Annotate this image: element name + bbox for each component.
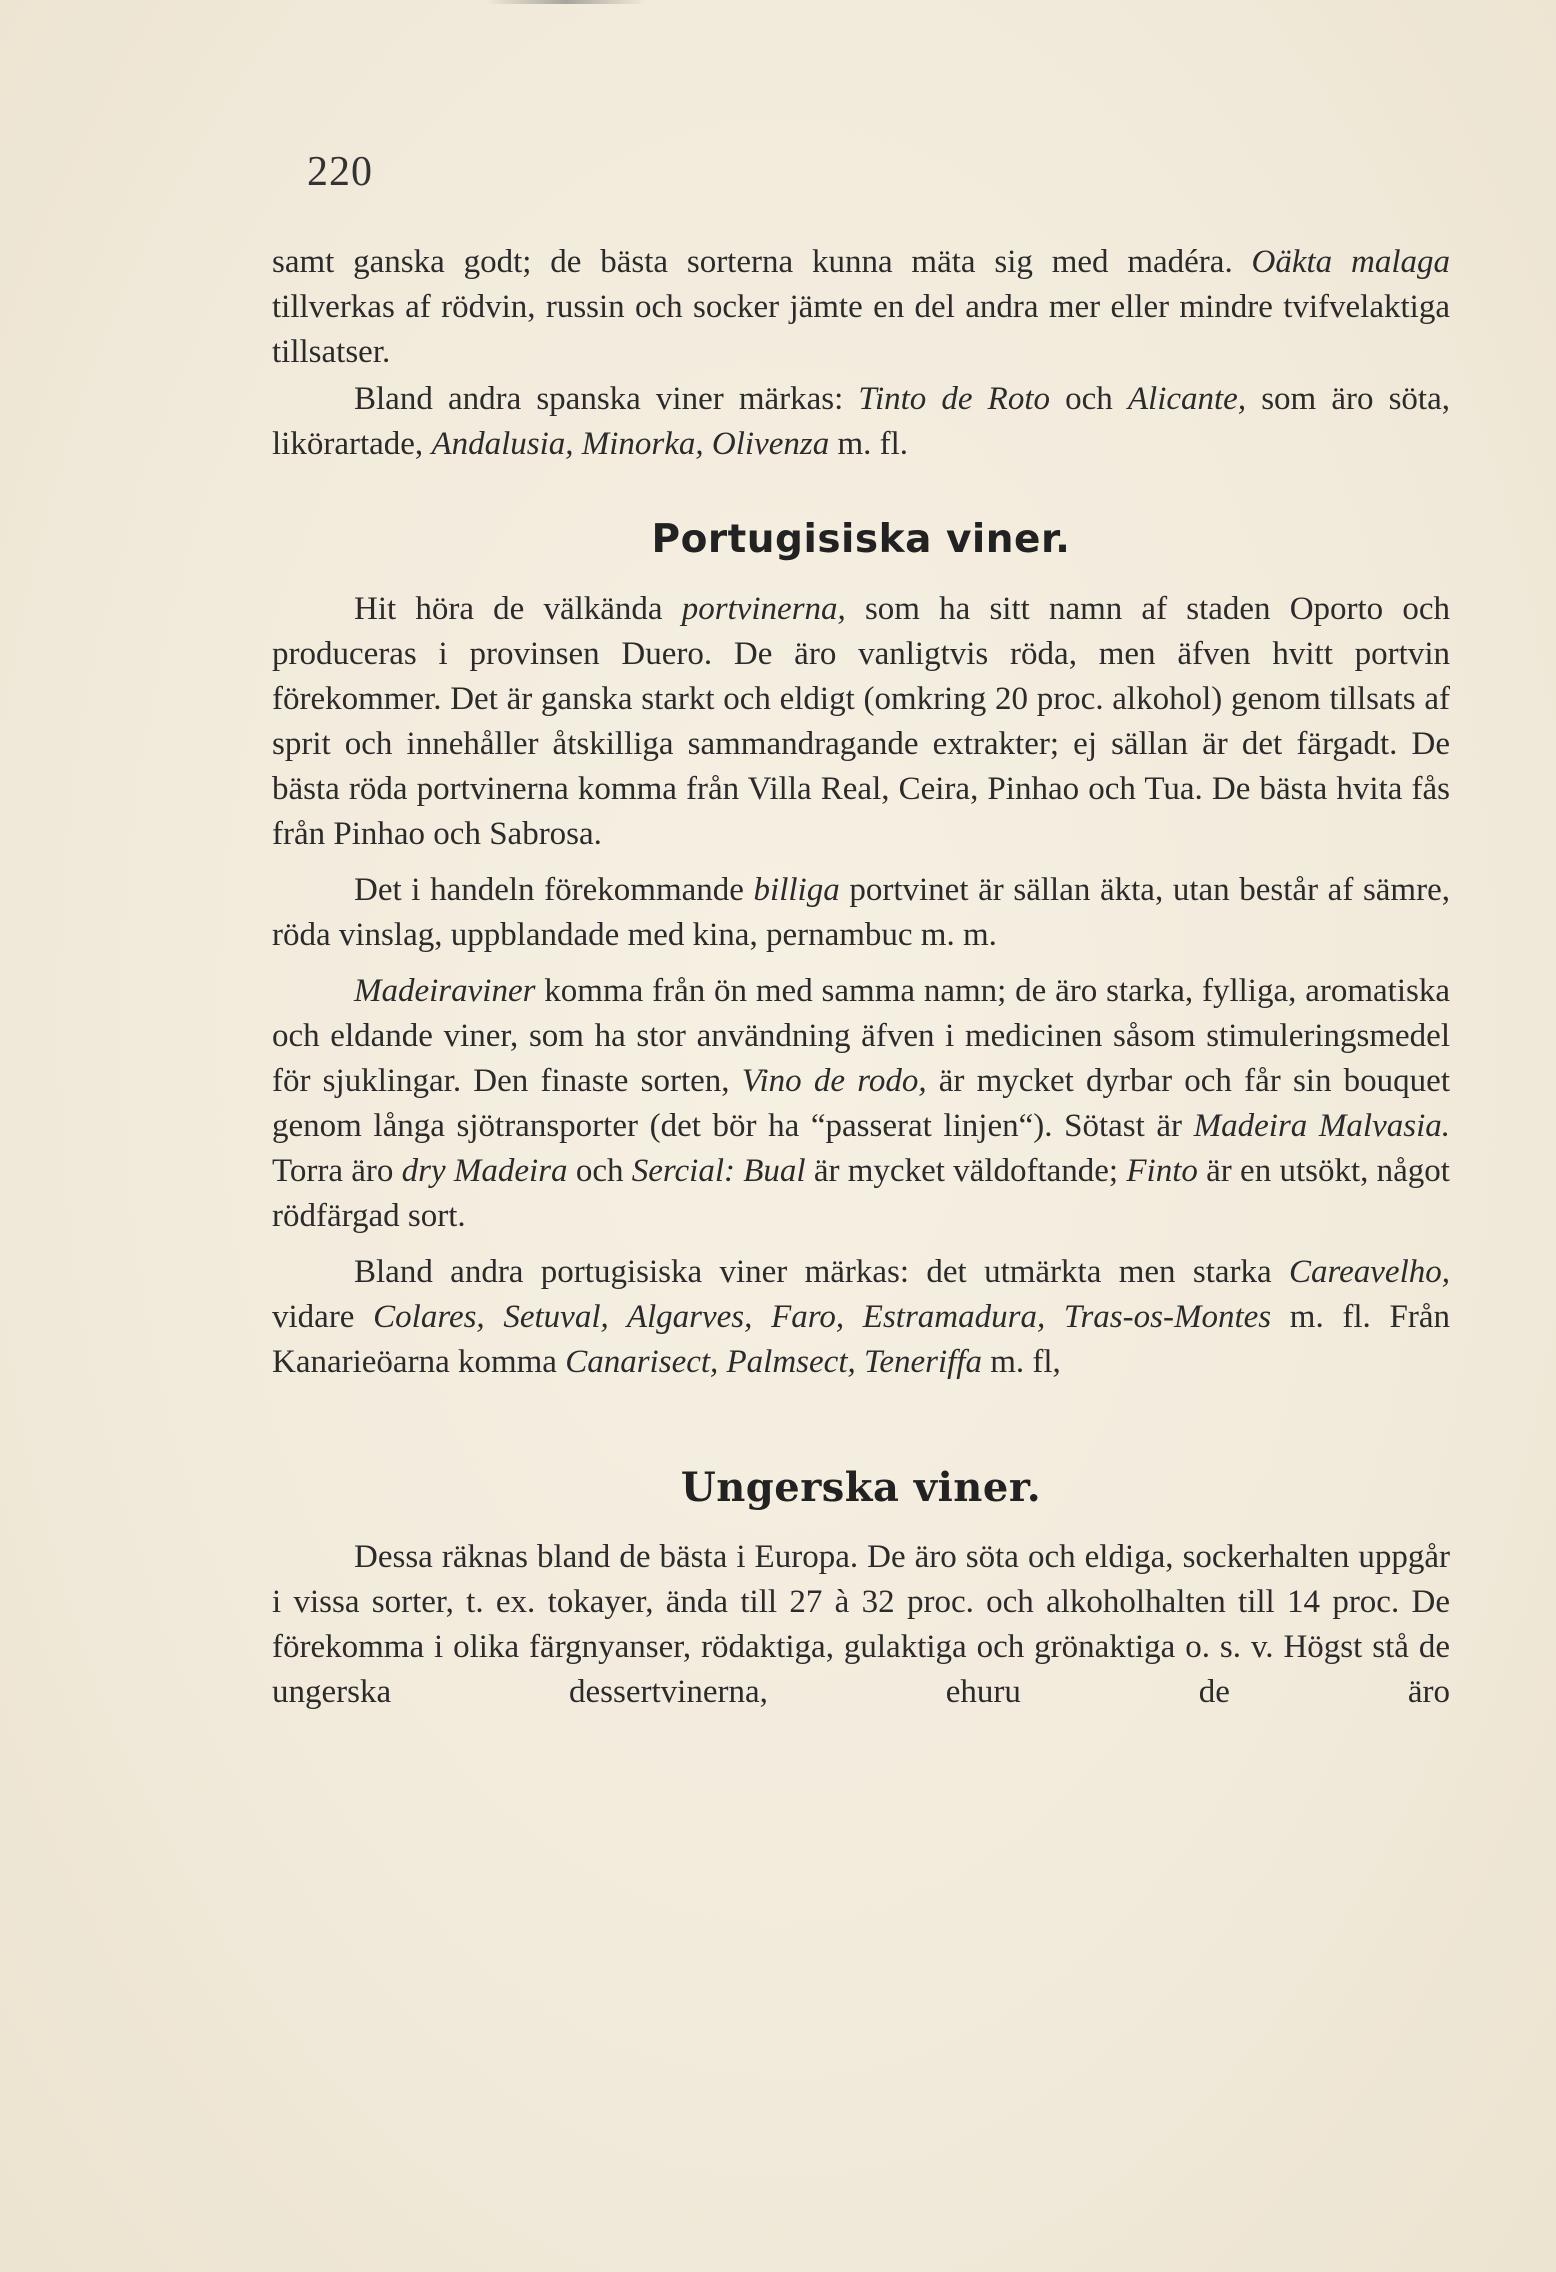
italic-term: dry Madeira	[401, 1153, 568, 1189]
text-run: komma från ön med samma namn; de äro starka, fylliga, aromatiska och eldande viner, som ha stor användning äfven i medicinen såsom stimuleringsmedel för sjuklingar. Den finaste sorten,	[272, 973, 1450, 1099]
paragraph-cheap-port	[272, 868, 1450, 958]
paragraph-madeira	[272, 969, 1450, 1239]
text-run: är mycket väldoftande;	[805, 1153, 1127, 1189]
text-run: är en utsökt, något rödfärgad sort.	[272, 1153, 1450, 1234]
italic-term: Alicante,	[1127, 381, 1247, 417]
top-edge-mark	[486, 0, 646, 4]
section-hungarian	[272, 1463, 1450, 1513]
text-run: är mycket dyrbar och får sin bouquet genom långa sjötransporter (det bör ha “passerat linjen“). Sötast är	[272, 1063, 1450, 1144]
page-number: 220	[307, 149, 373, 195]
text-run: m. fl,	[981, 1344, 1061, 1380]
text-run: och	[567, 1153, 632, 1189]
paragraph-port-wine	[272, 587, 1450, 857]
text-run: Torra äro	[272, 1153, 402, 1189]
italic-term: Madeiraviner	[354, 973, 536, 1009]
text-run: Bland andra spanska viner märkas:	[354, 381, 859, 417]
page-body	[272, 240, 1450, 1715]
text-run: Bland andra portugisiska viner märkas: det utmärkta men starka	[354, 1254, 1289, 1290]
italic-term: Oäkta malaga	[1251, 244, 1450, 280]
italic-term: Colares, Setuval, Algarves, Faro, Estramadura, Tras-os-Montes	[373, 1299, 1272, 1335]
text-run: som ha sitt namn af staden Oporto och produceras i provinsen Duero. De äro vanligtvis röda, men äfven hvitt portvin förekommer. Det är ganska starkt och eldigt (omkring 20 proc. alkohol) genom tillsats af sprit och innehåller åtskilliga sammandragande extrakter; ej sällan är det färgadt. De bästa röda portvinerna komma från Villa Real, Ceira, Pinhao och Tua. De bästa hvita fås från Pinhao och Sabrosa.	[272, 591, 1450, 852]
text-run: tillverkas af rödvin, russin och socker jämte en del andra mer eller mindre tvifvelaktiga tillsatser.	[272, 289, 1450, 370]
text-run: och	[1050, 381, 1128, 417]
paragraph-hungarian	[272, 1535, 1450, 1715]
italic-term: Finto	[1126, 1153, 1198, 1189]
text-run: portvinet är sällan äkta, utan består af sämre, röda vinslag, uppblandade med kina, pernambuc m. m.	[272, 872, 1450, 953]
italic-term: Tinto de Roto	[858, 381, 1050, 417]
paragraph-spanish-wines	[272, 377, 1450, 467]
paragraph-malaga	[272, 240, 1450, 375]
italic-term: Vino de rodo,	[741, 1063, 927, 1099]
text-run: m. fl. Från Kanarieöarna komma	[272, 1299, 1450, 1380]
heading-hungarian-wines: Ungerska viner.	[680, 1464, 1042, 1511]
text-run: m. fl.	[829, 426, 909, 462]
text-run: Dessa räknas bland de bästa i Europa. De äro söta och eldiga, sockerhalten uppgår i vissa sorter, t. ex. tokayer, ända till 27 à 32 proc. och alkoholhalten till 14 proc. De förekomma i olika färgnyanser, rödaktiga, gulaktiga och grönaktiga o. s. v. Högst stå de ungerska dessertvinerna, ehuru de äro	[272, 1539, 1450, 1710]
paragraph-other-portuguese	[272, 1250, 1450, 1385]
text-run: Hit höra de välkända	[354, 591, 682, 627]
text-run: samt ganska godt; de bästa sorterna kunna mäta sig med madéra.	[272, 244, 1252, 280]
italic-term: portvinerna,	[681, 591, 846, 627]
italic-term: Canarisect, Palmsect, Teneriffa	[565, 1344, 982, 1380]
section-portuguese	[272, 515, 1450, 565]
italic-term: Sercial: Bual	[631, 1153, 806, 1189]
text-run: vidare	[272, 1299, 374, 1335]
italic-term: Careavelho,	[1289, 1254, 1450, 1290]
text-run: Det i handeln förekommande	[354, 872, 754, 908]
italic-term: billiga	[753, 872, 840, 908]
text-run: som äro söta, likörartade,	[272, 381, 1450, 462]
italic-term: Madeira Malvasia.	[1193, 1108, 1450, 1144]
heading-portuguese-wines: Portugisiska viner.	[651, 517, 1071, 562]
italic-term: Andalusia, Minorka, Olivenza	[431, 426, 830, 462]
